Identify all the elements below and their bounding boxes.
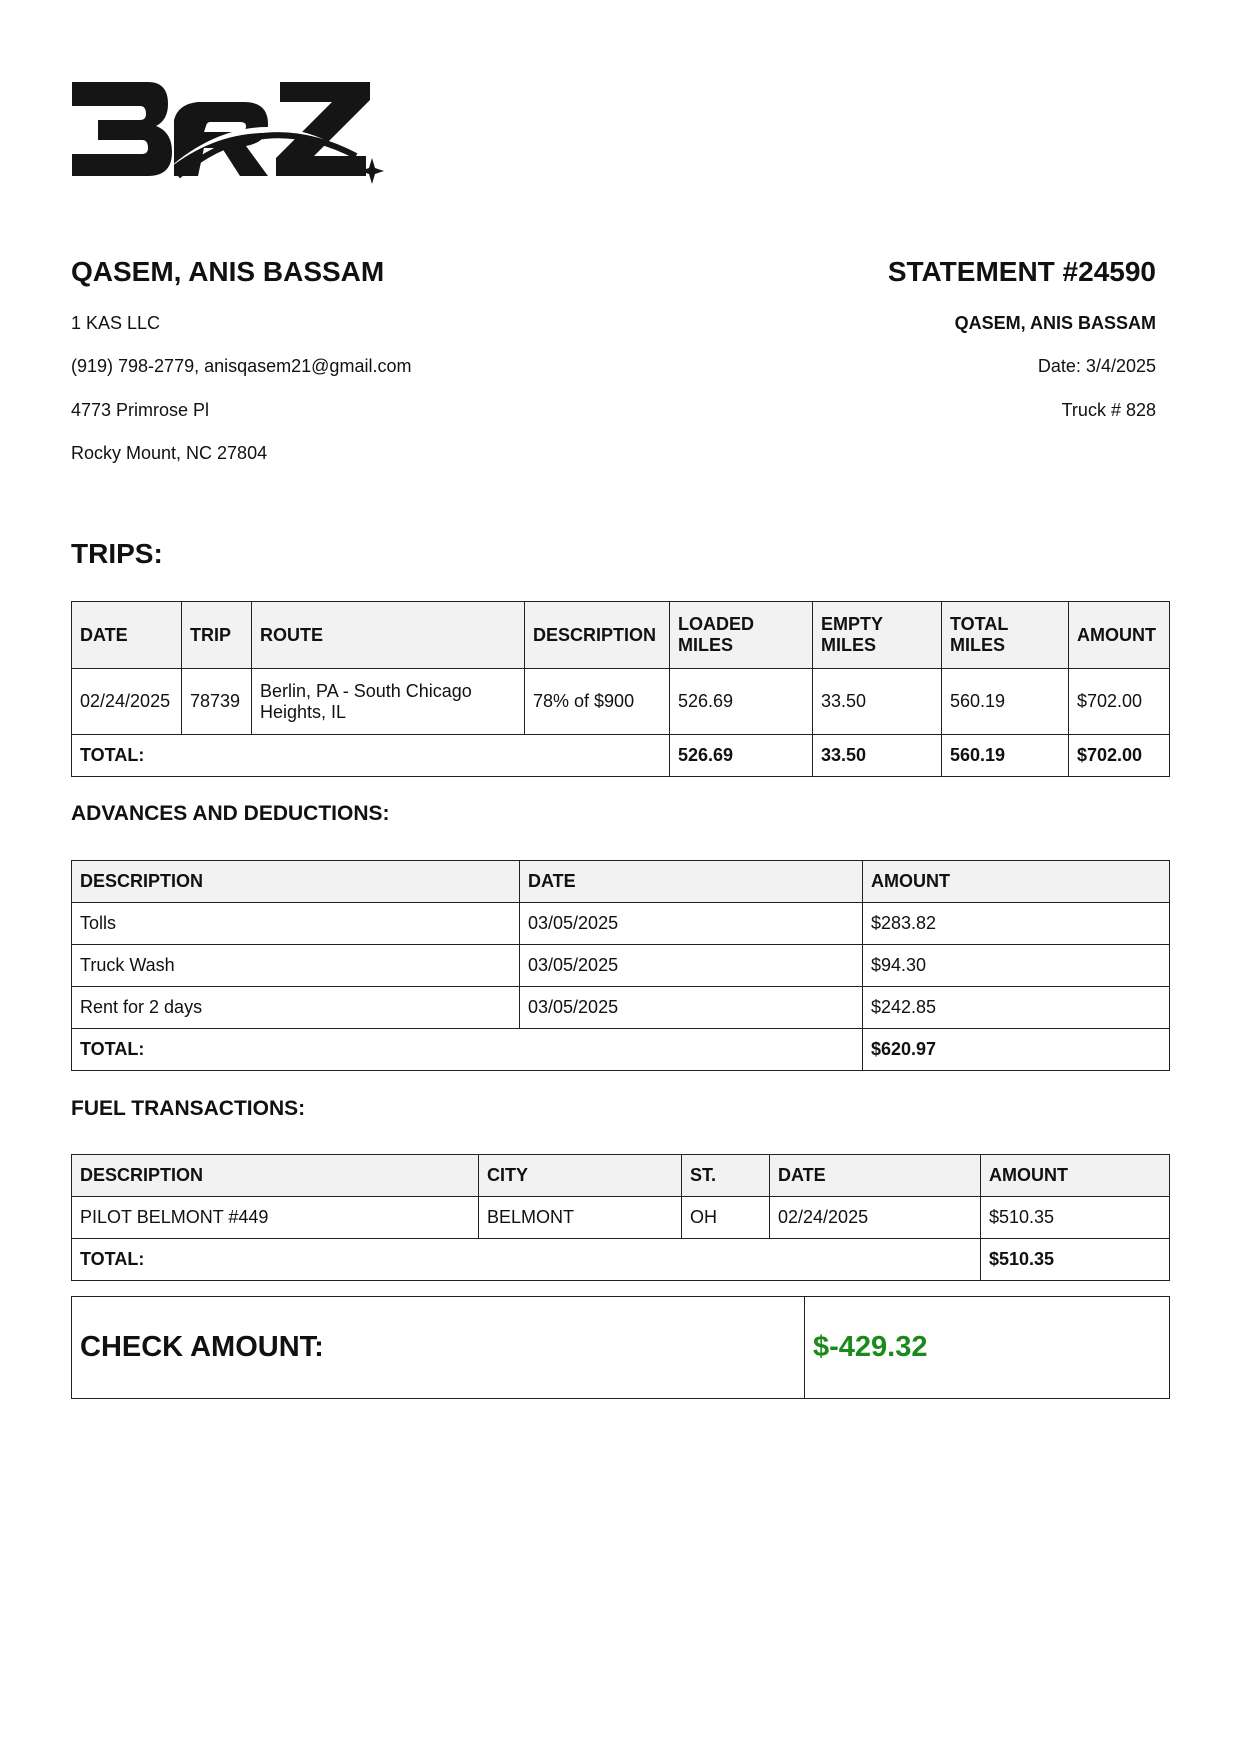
address-line-2: Rocky Mount, NC 27804: [71, 443, 268, 463]
header-description: DESCRIPTION: [72, 1155, 479, 1197]
total-row: [72, 1239, 1170, 1281]
total-amount: $510.35: [981, 1239, 1170, 1281]
fuel-table: [71, 1154, 1170, 1281]
table-row: [72, 669, 1170, 735]
header-city: CITY: [479, 1155, 682, 1197]
header-description: DESCRIPTION: [72, 861, 520, 903]
deduction-description: Tolls: [72, 903, 520, 945]
trip-number: 78739: [182, 669, 252, 735]
statement-driver-name: QASEM, ANIS BASSAM: [954, 313, 1156, 333]
trip-date: 02/24/2025: [72, 669, 182, 735]
deduction-date: 03/05/2025: [520, 945, 863, 987]
table-row: [72, 1197, 1170, 1239]
advances-table: [71, 860, 1170, 1071]
total-row: [72, 735, 1170, 777]
trip-amount: $702.00: [1069, 669, 1170, 735]
deduction-date: 03/05/2025: [520, 903, 863, 945]
header-date: DATE: [520, 861, 863, 903]
trip-description: 78% of $900: [525, 669, 670, 735]
header-date: DATE: [770, 1155, 981, 1197]
trip-empty-miles: 33.50: [813, 669, 942, 735]
statement-date: Date: 3/4/2025: [1037, 356, 1156, 376]
header-route: ROUTE: [252, 602, 525, 669]
company-name: 1 KAS LLC: [71, 313, 161, 333]
header-description: DESCRIPTION: [525, 602, 670, 669]
trips-title: TRIPS:: [71, 538, 163, 569]
check-amount-value: $-429.32: [805, 1297, 1170, 1399]
table-header-row: [72, 1155, 1170, 1197]
trip-route: Berlin, PA - South Chicago Heights, IL: [252, 669, 525, 735]
brz-logo: [70, 76, 390, 194]
fuel-city: BELMONT: [479, 1197, 682, 1239]
header-trip: TRIP: [182, 602, 252, 669]
header-amount: AMOUNT: [1069, 602, 1170, 669]
header-loaded-miles: LOADED MILES: [670, 602, 813, 669]
deduction-date: 03/05/2025: [520, 987, 863, 1029]
header-amount: AMOUNT: [863, 861, 1170, 903]
deduction-amount: $283.82: [863, 903, 1170, 945]
contact-info: (919) 798-2779, anisqasem21@gmail.com: [71, 356, 412, 376]
deduction-description: Truck Wash: [72, 945, 520, 987]
truck-number: Truck # 828: [1061, 400, 1156, 420]
header-state: ST.: [682, 1155, 770, 1197]
deduction-amount: $94.30: [863, 945, 1170, 987]
fuel-state: OH: [682, 1197, 770, 1239]
deduction-description: Rent for 2 days: [72, 987, 520, 1029]
table-header-row: [72, 602, 1170, 669]
check-amount-row: [72, 1297, 1170, 1399]
total-empty-miles: 33.50: [813, 735, 942, 777]
header-date: DATE: [72, 602, 182, 669]
table-row: [72, 945, 1170, 987]
statement-number: STATEMENT #24590: [887, 256, 1156, 287]
total-loaded-miles: 526.69: [670, 735, 813, 777]
check-amount-label: CHECK AMOUNT:: [72, 1297, 805, 1399]
table-header-row: [72, 861, 1170, 903]
total-label: TOTAL:: [72, 1239, 981, 1281]
trips-table: [71, 601, 1170, 777]
total-label: TOTAL:: [72, 1029, 863, 1071]
header-empty-miles: EMPTY MILES: [813, 602, 942, 669]
table-row: [72, 987, 1170, 1029]
address-line-1: 4773 Primrose Pl: [71, 400, 210, 420]
trip-total-miles: 560.19: [942, 669, 1069, 735]
total-amount: $702.00: [1069, 735, 1170, 777]
fuel-description: PILOT BELMONT #449: [72, 1197, 479, 1239]
advances-title: ADVANCES AND DEDUCTIONS:: [71, 802, 390, 825]
total-amount: $620.97: [863, 1029, 1170, 1071]
total-row: [72, 1029, 1170, 1071]
header-total-miles: TOTAL MILES: [942, 602, 1069, 669]
table-row: [72, 903, 1170, 945]
fuel-date: 02/24/2025: [770, 1197, 981, 1239]
check-amount-box: [71, 1296, 1170, 1399]
trip-loaded-miles: 526.69: [670, 669, 813, 735]
header-amount: AMOUNT: [981, 1155, 1170, 1197]
fuel-amount: $510.35: [981, 1197, 1170, 1239]
total-label: TOTAL:: [72, 735, 670, 777]
total-total-miles: 560.19: [942, 735, 1069, 777]
deduction-amount: $242.85: [863, 987, 1170, 1029]
fuel-title: FUEL TRANSACTIONS:: [71, 1097, 306, 1120]
driver-name: QASEM, ANIS BASSAM: [71, 256, 385, 287]
